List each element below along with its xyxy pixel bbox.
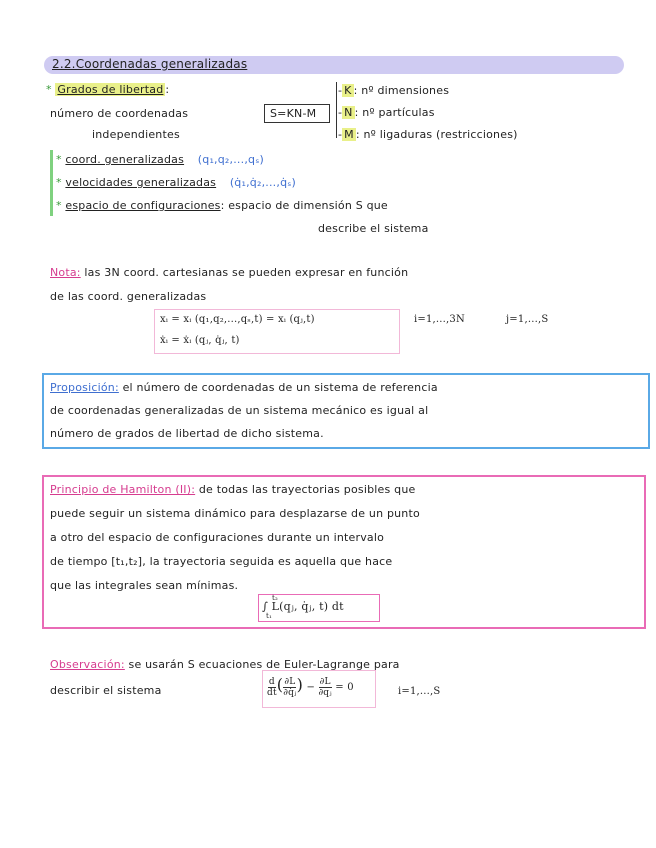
grados-heading-line bbox=[46, 83, 169, 96]
list-item-coord: * coord. generalizadas (q₁,q₂,...,qₛ) bbox=[56, 153, 264, 166]
hamilton-integral: ∫ L(qⱼ, q̇ⱼ, t) dt bbox=[262, 600, 344, 613]
proposicion-line3: número de grados de libertad de dicho sistema. bbox=[50, 427, 324, 440]
nota-line1 bbox=[50, 266, 408, 279]
list-item-label: coord. generalizadas bbox=[65, 153, 185, 166]
list-item-label: velocidades generalizadas bbox=[65, 176, 217, 189]
observacion-range: i=1,...,S bbox=[398, 686, 441, 697]
nota-line2: de las coord. generalizadas bbox=[50, 290, 207, 303]
frac-ddt: $\frac{d}{dt}$ bbox=[267, 677, 277, 698]
nota-eq1: xᵢ = xᵢ (q₁,q₂,...,qₛ,t) = xᵢ (qⱼ,t) bbox=[160, 314, 315, 325]
k-definition: - K : nº dimensiones bbox=[338, 84, 450, 97]
proposicion-line1 bbox=[50, 381, 438, 394]
list-item-value: : espacio de dimensión S que bbox=[220, 199, 388, 212]
brace-line bbox=[336, 82, 337, 138]
nota-eq2: ẋᵢ = ẋᵢ (qⱼ, q̇ⱼ, t) bbox=[160, 335, 240, 346]
section-title: 2.2.Coordenadas generalizadas bbox=[52, 57, 248, 71]
nota-range-j: j=1,...,S bbox=[506, 314, 549, 325]
integral-lower: t₁ bbox=[266, 612, 273, 620]
list-bar bbox=[50, 150, 53, 216]
nota-range-i: i=1,...,3N bbox=[414, 314, 465, 325]
list-item-velocidades: * velocidades generalizadas (q̇₁,q̇₂,...,q̇ₛ) bbox=[56, 176, 297, 189]
observacion-line2: describir el sistema bbox=[50, 684, 162, 697]
colon: : bbox=[165, 83, 170, 96]
hamilton-line5: que las integrales sean mínimas. bbox=[50, 579, 239, 592]
list-item-continuation: describe el sistema bbox=[318, 222, 429, 235]
observacion-text: se usarán S ecuaciones de Euler-Lagrange para bbox=[128, 658, 400, 671]
hamilton-line3: a otro del espacio de configuraciones durante un intervalo bbox=[50, 531, 385, 544]
list-item-value: (q₁,q₂,...,qₛ) bbox=[197, 153, 264, 166]
grados-line2: independientes bbox=[92, 128, 180, 141]
list-item-value: (q̇₁,q̇₂,...,q̇ₛ) bbox=[229, 176, 297, 189]
nota-label: Nota: bbox=[50, 266, 81, 279]
hamilton-text: de todas las trayectorias posibles que bbox=[198, 483, 416, 496]
hamilton-label: Principio de Hamilton (II): bbox=[50, 483, 196, 496]
grados-line1: número de coordenadas bbox=[50, 107, 189, 120]
proposicion-label: Proposición: bbox=[50, 381, 119, 394]
euler-lagrange-equation: $\frac{d}{dt}$ ( $\frac{\partial L}{\text{∂q̇ⱼ}}$ ) − $\frac{\partial L}{\text{∂qⱼ}}$ = 0 bbox=[267, 675, 354, 698]
list-item-espacio: * espacio de configuraciones: espacio de dimensión S que bbox=[56, 199, 388, 212]
k-text: : nº dimensiones bbox=[353, 84, 450, 97]
proposicion-text: el número de coordenadas de un sistema de referencia bbox=[122, 381, 438, 394]
bullet: * bbox=[46, 83, 52, 96]
nota-text: las 3N coord. cartesianas se pueden expresar en función bbox=[84, 266, 409, 279]
frac-dl-dqdot: $\frac{\partial L}{\text{∂q̇ⱼ}}$ bbox=[283, 677, 297, 698]
m-letter: M bbox=[344, 128, 354, 141]
n-text: : nº partículas bbox=[354, 106, 435, 119]
m-definition: - M : nº ligaduras (restricciones) bbox=[338, 128, 518, 141]
proposicion-line2: de coordenadas generalizadas de un sistema mecánico es igual al bbox=[50, 404, 429, 417]
n-letter: N bbox=[344, 106, 353, 119]
hamilton-line2: puede seguir un sistema dinámico para desplazarse de un punto bbox=[50, 507, 420, 520]
integral-upper: t₂ bbox=[272, 594, 279, 602]
k-letter: K bbox=[344, 84, 352, 97]
m-text: : nº ligaduras (restricciones) bbox=[355, 128, 518, 141]
grados-heading: Grados de libertad bbox=[57, 83, 164, 96]
hamilton-line1 bbox=[50, 483, 415, 496]
grados-formula: S=KN-M bbox=[270, 107, 317, 120]
list-item-label: espacio de configuraciones bbox=[65, 199, 221, 212]
n-definition: - N : nº partículas bbox=[338, 106, 435, 119]
frac-dl-dq: $\frac{\partial L}{\text{∂qⱼ}}$ bbox=[318, 677, 332, 698]
hamilton-line4: de tiempo [t₁,t₂], la trayectoria seguida es aquella que hace bbox=[50, 555, 393, 568]
observacion-label: Observación: bbox=[50, 658, 125, 671]
